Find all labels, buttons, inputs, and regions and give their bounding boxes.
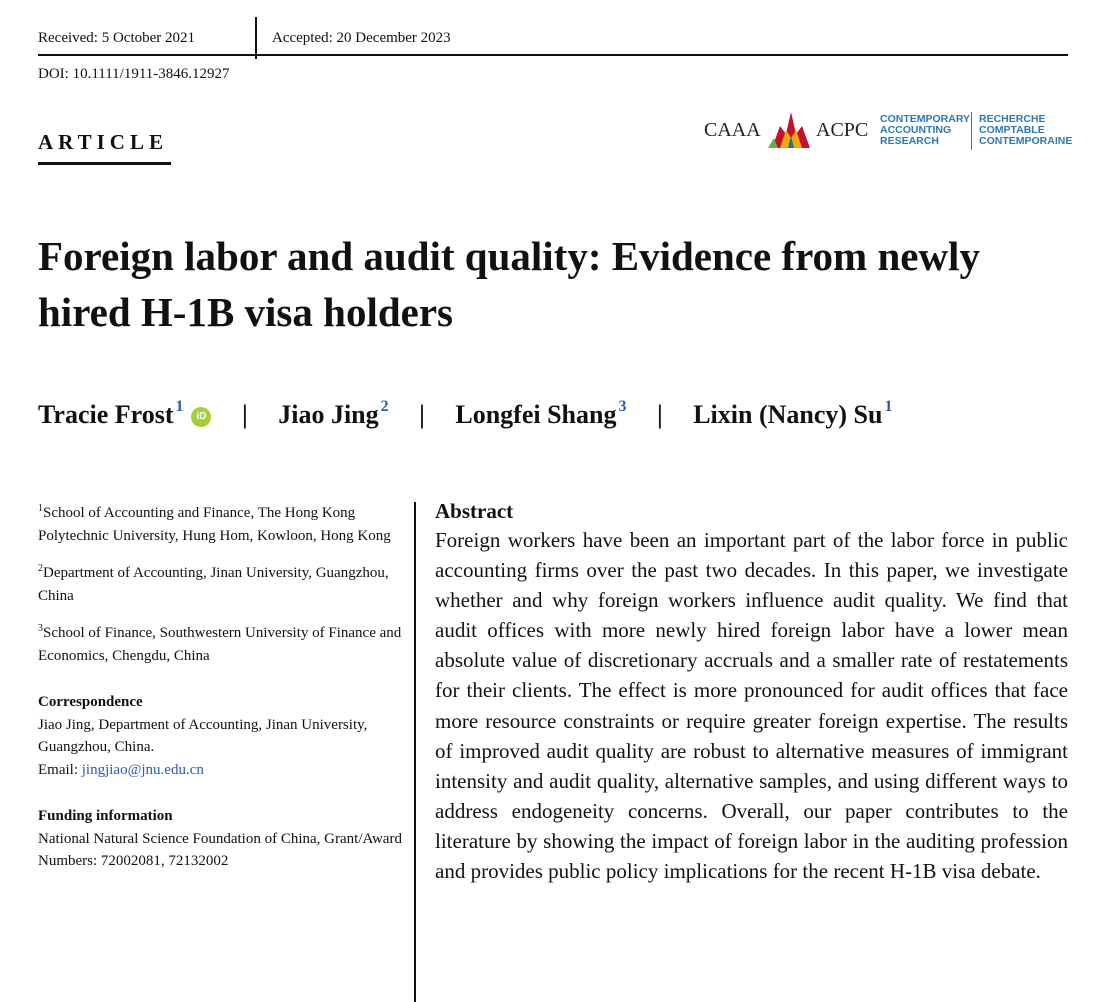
journal-name-french xyxy=(979,114,1072,147)
funding-heading: Funding information xyxy=(38,808,173,824)
abstract-heading: Abstract xyxy=(435,499,514,523)
journal-name-fr-line: RECHERCHE xyxy=(979,113,1046,125)
acpc-logo-text: ACPC xyxy=(816,119,869,141)
affiliation-number: 3 xyxy=(38,623,43,634)
author-list xyxy=(38,398,892,430)
affiliation-number: 1 xyxy=(38,503,43,514)
affiliation-text: Department of Accounting, Jinan University, Guangzhou, China xyxy=(38,565,389,604)
accepted-date: Accepted: 20 December 2023 xyxy=(272,30,451,46)
author-separator: | xyxy=(241,400,248,429)
journal-name-en-line: RESEARCH xyxy=(880,135,939,147)
email-label: Email: xyxy=(38,761,82,778)
header-rule xyxy=(38,54,1068,56)
journal-name-en-line: CONTEMPORARY xyxy=(880,113,971,125)
paper-title: Foreign labor and audit quality: Evidence from newly hired H-1B visa holders xyxy=(38,233,980,335)
author-name[interactable]: Longfei Shang xyxy=(455,400,617,429)
author-separator: | xyxy=(419,400,425,429)
journal-name-english xyxy=(880,114,970,147)
correspondence-text: Jiao Jing, Department of Accounting, Jinan University, Guangzhou, China. xyxy=(38,716,368,755)
email-link[interactable]: jingjiao@jnu.edu.cn xyxy=(81,761,204,778)
abstract-section xyxy=(435,498,1068,886)
author-affiliation-marker[interactable]: 1 xyxy=(175,398,184,415)
orcid-icon[interactable]: iD xyxy=(191,407,211,427)
received-date: Received: 5 October 2021 xyxy=(38,30,196,46)
affiliation-text: School of Finance, Southwestern University of Finance and Economics, Chengdu, China xyxy=(38,625,402,664)
column-divider xyxy=(414,502,416,1002)
date-divider xyxy=(255,17,257,59)
author-separator: | xyxy=(656,400,663,429)
caaa-logo-text: CAAA xyxy=(704,119,761,141)
sidebar-info xyxy=(38,498,402,873)
affiliation-number: 2 xyxy=(38,563,43,574)
maple-leaf-icon xyxy=(766,108,816,150)
author-affiliation-marker[interactable]: 2 xyxy=(380,398,389,415)
author-name[interactable]: Tracie Frost xyxy=(38,400,174,429)
author-affiliation-marker[interactable]: 1 xyxy=(884,398,893,415)
article-label-underline xyxy=(38,162,171,165)
affiliation xyxy=(38,618,402,667)
correspondence-heading: Correspondence xyxy=(38,694,143,710)
author-affiliation-marker[interactable]: 3 xyxy=(618,398,627,415)
affiliation-text: School of Accounting and Finance, The Hong Kong Polytechnic University, Hung Hom, Kowloon, Hong Kong xyxy=(38,505,391,544)
logo-divider xyxy=(971,112,972,150)
affiliation xyxy=(38,558,402,607)
funding-text: National Natural Science Foundation of China, Grant/Award Numbers: 72002081, 72132002 xyxy=(38,830,402,869)
abstract-text: Foreign workers have been an important part of the labor force in public accounting firms over the past two decades. In this paper, we investigate whether and why foreign workers influence audit quality. We find that audit offices with more newly hired foreign labor have a lower mean absolute value of discretionary accruals and a smaller rate of restatements for their clients. The effect is more pronounced for audit offices that face more resource constraints or require greater foreign expertise. The results of improved audit quality are robust to alternative measures of immigrant intensity and audit quality, alternative samples, and using different ways to address endogeneity concerns. Overall, our paper contributes to the literature by showing the impact of foreign labor in the auditing profession and provides public policy implications for the recent H-1B visa debate. xyxy=(435,528,1068,884)
doi: DOI: 10.1111/1911-3846.12927 xyxy=(38,66,230,82)
journal-logo[interactable] xyxy=(704,106,1073,152)
article-type-label: ARTICLE xyxy=(38,130,168,154)
correspondence-email xyxy=(38,759,402,782)
author-name[interactable]: Lixin (Nancy) Su xyxy=(693,400,883,429)
affiliation xyxy=(38,498,402,547)
journal-name-fr-line: COMPTABLE xyxy=(979,124,1045,136)
journal-name-en-line: ACCOUNTING xyxy=(880,124,952,136)
journal-name-fr-line: CONTEMPORAINE xyxy=(979,135,1073,147)
author-name[interactable]: Jiao Jing xyxy=(278,400,379,429)
